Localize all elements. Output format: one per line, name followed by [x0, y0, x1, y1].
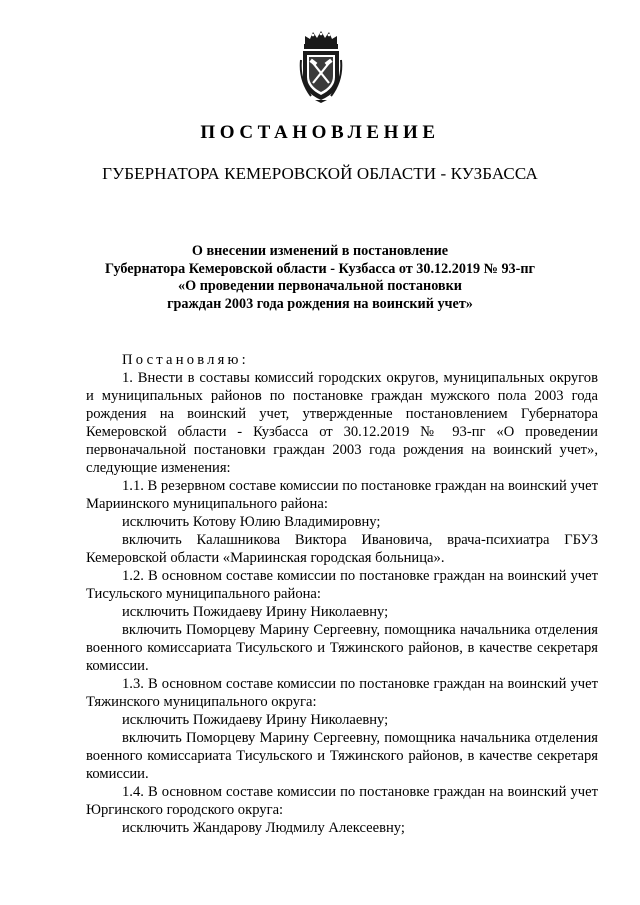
paragraph-1-4-exclude: исключить Жандарову Людмилу Алексеевну;	[122, 820, 405, 836]
issuer-heading: ГУБЕРНАТОРА КЕМЕРОВСКОЙ ОБЛАСТИ - КУЗБАССА	[102, 164, 538, 183]
paragraph-1-1: 1.1. В резервном составе комиссии по постановке граждан на воинский учет Мариинского муниципального района:	[86, 478, 598, 512]
paragraph-1-2: 1.2. В основном составе комиссии по постановке граждан на воинский учет Тисульского муниципального района:	[86, 568, 598, 602]
paragraph-1-3-exclude: исключить Пожидаеву Ирину Николаевну;	[122, 712, 389, 728]
title-line: Губернатора Кемеровской области - Кузбасса от 30.12.2019 № 93-пг	[105, 260, 535, 277]
title-line: «О проведении первоначальной постановки	[178, 278, 462, 294]
decree-word: Постановляю:	[122, 352, 249, 368]
title-line: О внесении изменений в постановление	[191, 243, 449, 259]
paragraph-1-2-include: включить Поморцеву Марину Сергеевну, помощника начальника отделения военного комиссариата Тисульского и Тяжинского районов, в качестве секретаря комиссии.	[86, 622, 598, 674]
title-line: граждан 2003 года рождения на воинский учет»	[167, 295, 473, 312]
paragraph-1-1-exclude: исключить Котову Юлию Владимировну;	[122, 514, 381, 530]
document-type-heading: ПОСТАНОВЛЕНИЕ	[200, 122, 440, 143]
paragraph-1-3: 1.3. В основном составе комиссии по постановке граждан на воинский учет Тяжинского муниципального округа:	[86, 676, 598, 710]
paragraph-1-2-exclude: исключить Пожидаеву Ирину Николаевну;	[122, 604, 389, 620]
document-body	[86, 351, 598, 837]
paragraph-1-1-include: включить Калашникова Виктора Ивановича, врача-психиатра ГБУЗ Кемеровской области «Мариинская городская больница».	[86, 532, 598, 566]
paragraph-1-4: 1.4. В основном составе комиссии по постановке граждан на воинский учет Юргинского городского округа:	[86, 784, 598, 818]
paragraph-1-3-include: включить Поморцеву Марину Сергеевну, помощника начальника отделения военного комиссариата Тисульского и Тяжинского районов, в качестве секретаря комиссии.	[86, 730, 598, 782]
paragraph-1: 1. Внести в составы комиссий городских округов, муниципальных округов и муниципальных районов по постановке граждан мужского пола 2003 года рождения на воинский учет, утвержденные постановлением Губернатора Кемеровской области - Кузбасса от 30.12.2019 № 93-пг «О проведении первоначальной постановки граждан 2003 года рождения на воинский учет», следующие изменения:	[86, 370, 598, 476]
document-title	[80, 243, 560, 313]
coat-of-arms-icon	[299, 30, 343, 104]
